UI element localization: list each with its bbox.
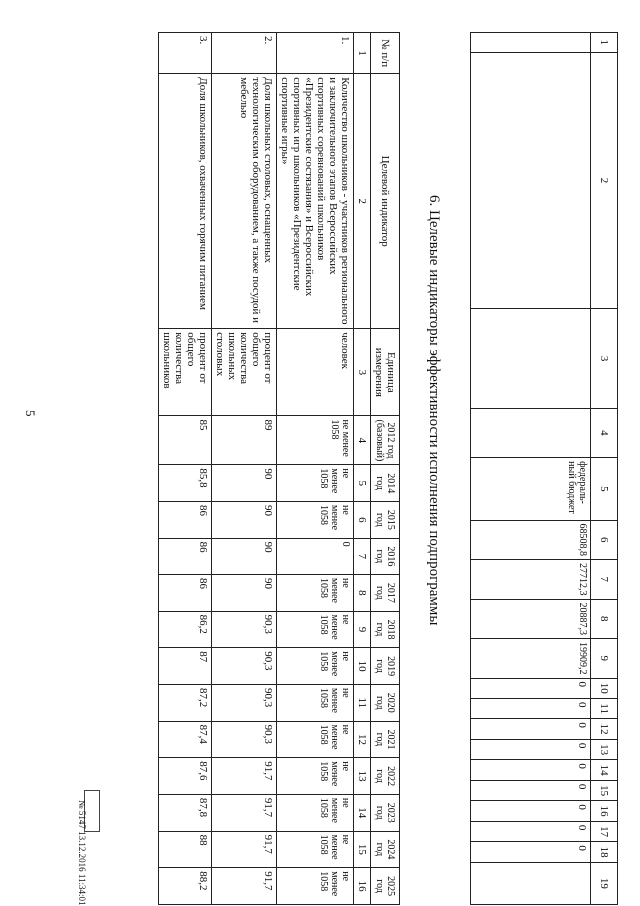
financing-value: 0 bbox=[471, 801, 591, 821]
indicator-value: не менее 1058 bbox=[277, 758, 354, 795]
col-header: 11 bbox=[591, 699, 618, 719]
financing-table bbox=[470, 32, 618, 905]
col-number: 7 bbox=[354, 538, 371, 574]
financing-value: 68508,8 bbox=[471, 520, 591, 560]
head-year: 2019 год bbox=[371, 648, 400, 685]
indicator-value: не менее 1058 bbox=[277, 502, 354, 539]
financing-header-row bbox=[591, 33, 618, 905]
financing-row bbox=[471, 33, 591, 905]
indicator-value: 90 bbox=[212, 574, 277, 611]
financing-value: 0 bbox=[471, 739, 591, 759]
col-header: 6 bbox=[591, 520, 618, 560]
col-header: 14 bbox=[591, 760, 618, 780]
col-number: 11 bbox=[354, 684, 371, 721]
indicator-value: 86 bbox=[159, 502, 212, 539]
indicator-row bbox=[212, 33, 277, 905]
indicator-value: 88 bbox=[159, 831, 212, 868]
col-number: 4 bbox=[354, 416, 371, 465]
indicator-value: 86 bbox=[159, 538, 212, 574]
indicator-value: 90,3 bbox=[212, 648, 277, 685]
col-number: 12 bbox=[354, 721, 371, 758]
indicator-name: Доля школьных столовых, оснащенных технологическим оборудованием, а также посудой и мебелью bbox=[212, 74, 277, 329]
col-header: 12 bbox=[591, 719, 618, 739]
indicator-value: не менее 1058 bbox=[277, 831, 354, 868]
indicator-num: 2. bbox=[212, 33, 277, 74]
col-header: 8 bbox=[591, 599, 618, 639]
indicator-value: не менее 1058 bbox=[277, 721, 354, 758]
indicator-value: 86,2 bbox=[159, 611, 212, 648]
head-year: 2016 год bbox=[371, 538, 400, 574]
indicator-num: 1. bbox=[277, 33, 354, 74]
col-number: 10 bbox=[354, 648, 371, 685]
indicator-value: 91,7 bbox=[212, 758, 277, 795]
indicator-name: Количество школьников - участников регионального и заключительного этапов Всероссийских спортивных соревнований школьников «Президентские состязания» и Всероссийских спортивных игр школьников «Президентские спортивные игры» bbox=[277, 74, 354, 329]
indicator-unit: процент от общего количества школьных столовых bbox=[212, 329, 277, 416]
indicators-header-row bbox=[371, 33, 400, 905]
indicator-value: не менее 1058 bbox=[277, 868, 354, 905]
col-number: 6 bbox=[354, 502, 371, 539]
indicator-value: 87,8 bbox=[159, 794, 212, 831]
head-year: 2022 год bbox=[371, 758, 400, 795]
financing-value: 20887,3 bbox=[471, 599, 591, 639]
head-year: 2025 год bbox=[371, 868, 400, 905]
financing-value: 0 bbox=[471, 699, 591, 719]
head-year: 2017 год bbox=[371, 574, 400, 611]
head-year: 2015 год bbox=[371, 502, 400, 539]
financing-source: федераль-ный бюджет bbox=[471, 458, 591, 520]
col-header: 17 bbox=[591, 821, 618, 841]
col-header: 5 bbox=[591, 458, 618, 520]
indicator-value: 90,3 bbox=[212, 721, 277, 758]
indicator-value: не менее 1058 bbox=[277, 794, 354, 831]
col-header: 10 bbox=[591, 678, 618, 698]
indicator-value: не менее 1058 bbox=[277, 611, 354, 648]
col-number: 8 bbox=[354, 574, 371, 611]
col-header: 18 bbox=[591, 842, 618, 862]
head-num: № п/п bbox=[371, 33, 400, 74]
col-header: 7 bbox=[591, 560, 618, 600]
financing-value: 27712,3 bbox=[471, 560, 591, 600]
indicator-value: 91,7 bbox=[212, 868, 277, 905]
indicator-name: Доля школьников, охваченных горячим питанием bbox=[159, 74, 212, 329]
section-title: 6. Целевые индикаторы эффективности исполнения подпрограммы bbox=[426, 195, 442, 626]
col-number: 9 bbox=[354, 611, 371, 648]
financing-value: 0 bbox=[471, 821, 591, 841]
indicator-value: 85,8 bbox=[159, 465, 212, 502]
col-number: 14 bbox=[354, 794, 371, 831]
col-number: 15 bbox=[354, 831, 371, 868]
head-year: 2020 год bbox=[371, 684, 400, 721]
col-header: 15 bbox=[591, 780, 618, 800]
indicator-value: не менее 1058 bbox=[277, 648, 354, 685]
head-year: 2012 год (базовый) bbox=[371, 416, 400, 465]
col-header: 4 bbox=[591, 408, 618, 457]
col-header: 9 bbox=[591, 639, 618, 679]
head-year: 2023 год bbox=[371, 794, 400, 831]
financing-value: 0 bbox=[471, 678, 591, 698]
indicator-value: не менее 1058 bbox=[277, 416, 354, 465]
head-year: 2018 год bbox=[371, 611, 400, 648]
indicator-value: 87,4 bbox=[159, 721, 212, 758]
financing-value: 0 bbox=[471, 780, 591, 800]
indicator-value: 90,3 bbox=[212, 611, 277, 648]
indicator-value: 91,7 bbox=[212, 831, 277, 868]
col-number: 16 bbox=[354, 868, 371, 905]
indicator-value: 87,6 bbox=[159, 758, 212, 795]
indicator-value: 90 bbox=[212, 538, 277, 574]
head-name: Целевой индикатор bbox=[371, 74, 400, 329]
head-unit: Единица измерения bbox=[371, 329, 400, 416]
col-header: 3 bbox=[591, 309, 618, 408]
indicator-value: 0 bbox=[277, 538, 354, 574]
col-header: 1 bbox=[591, 33, 618, 53]
indicator-value: 85 bbox=[159, 416, 212, 465]
registration-stamp: № 5147 13.12.2016 11:34:01 bbox=[77, 800, 87, 906]
indicator-row bbox=[159, 33, 212, 905]
financing-value: 0 bbox=[471, 760, 591, 780]
indicator-value: 86 bbox=[159, 574, 212, 611]
indicator-value: 90 bbox=[212, 502, 277, 539]
indicator-value: не менее 1058 bbox=[277, 465, 354, 502]
indicator-value: не менее 1058 bbox=[277, 684, 354, 721]
indicator-num: 3. bbox=[159, 33, 212, 74]
col-header: 13 bbox=[591, 739, 618, 759]
indicator-value: 91,7 bbox=[212, 794, 277, 831]
indicator-row bbox=[277, 33, 354, 905]
col-number: 13 bbox=[354, 758, 371, 795]
financing-value: 19909,2 bbox=[471, 639, 591, 679]
financing-value: 0 bbox=[471, 842, 591, 862]
indicator-value: 90 bbox=[212, 465, 277, 502]
indicator-unit: человек bbox=[277, 329, 354, 416]
page-number: 5 bbox=[23, 410, 38, 417]
financing-value: 0 bbox=[471, 719, 591, 739]
col-header: 19 bbox=[591, 862, 618, 904]
col-number: 5 bbox=[354, 465, 371, 502]
head-year: 2024 год bbox=[371, 831, 400, 868]
head-year: 2021 год bbox=[371, 721, 400, 758]
indicator-value: 87 bbox=[159, 648, 212, 685]
indicators-table bbox=[158, 32, 400, 905]
indicators-colnum-row bbox=[354, 33, 371, 905]
indicator-value: 89 bbox=[212, 416, 277, 465]
indicator-value: 88,2 bbox=[159, 868, 212, 905]
col-number: 2 bbox=[354, 74, 371, 329]
indicator-value: 90,3 bbox=[212, 684, 277, 721]
indicator-value: не менее 1058 bbox=[277, 574, 354, 611]
col-header: 16 bbox=[591, 801, 618, 821]
col-number: 3 bbox=[354, 329, 371, 416]
indicator-unit: процент от общего количества школьников bbox=[159, 329, 212, 416]
col-number: 1 bbox=[354, 33, 371, 74]
col-header: 2 bbox=[591, 52, 618, 309]
head-year: 2014 год bbox=[371, 465, 400, 502]
indicator-value: 87,2 bbox=[159, 684, 212, 721]
